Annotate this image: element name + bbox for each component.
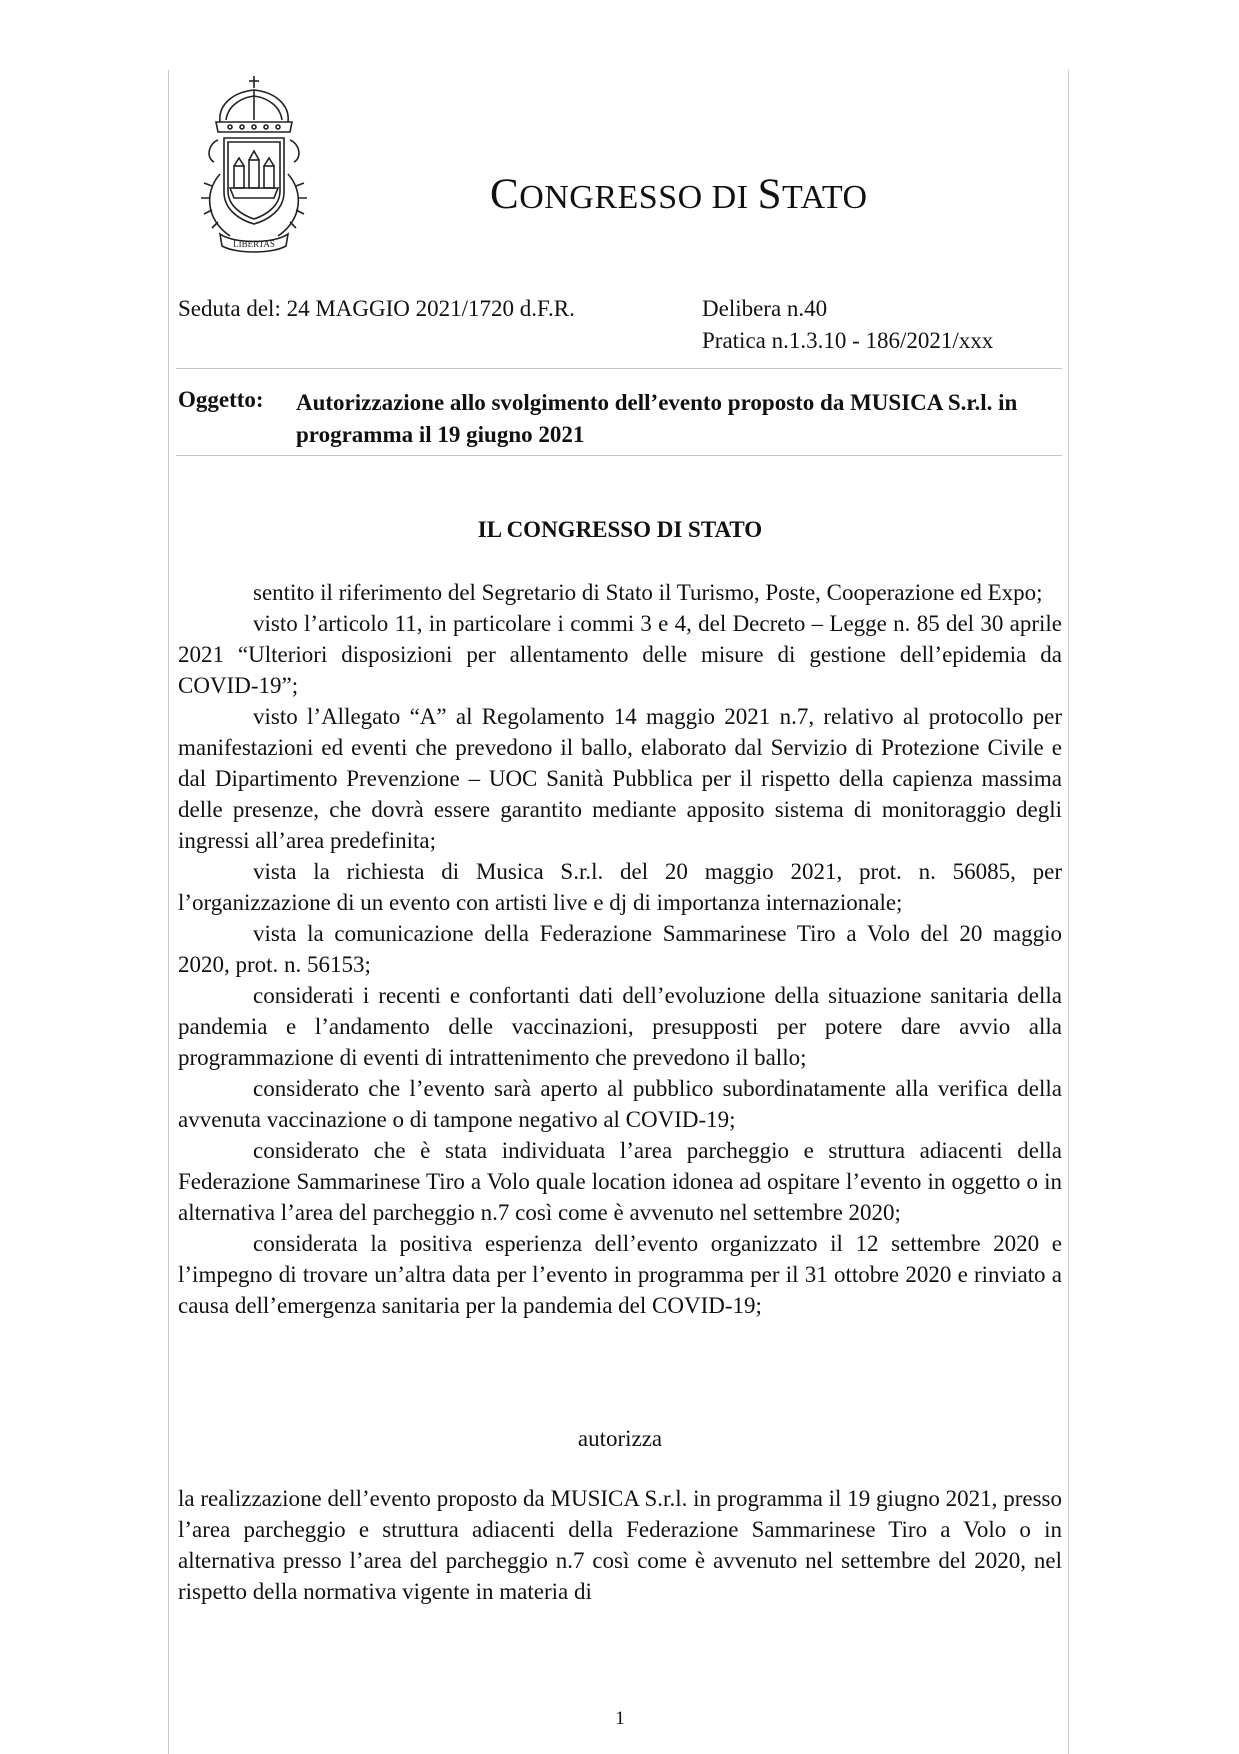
authorizes-heading: autorizza: [577, 1426, 663, 1451]
recitals-body: [178, 577, 1062, 1321]
decision-paragraph: la realizzazione dell’evento proposto da MUSICA S.r.l. in programma il 19 giugno 2021, presso l’area parcheggio e struttura adiacenti della Federazione Sammarinese Tiro a Volo o in alternativa presso l’area del parcheggio n.7 così come è avvenuto nel settembre del 2020, nel rispetto della normativa vigente in materia di: [178, 1486, 1062, 1604]
page-number: 1: [615, 1708, 625, 1729]
resolution-number: Delibera n.40: [702, 296, 828, 321]
subject-text: Autorizzazione allo svolgimento dell’evento proposto da MUSICA S.r.l. in programma il 19 giugno 2021: [296, 390, 1018, 447]
logo-motto: LIBERTAS: [233, 239, 275, 249]
recital-paragraph: sentito il riferimento del Segretario di Stato il Turismo, Poste, Cooperazione ed Expo;: [253, 580, 1043, 605]
recital-paragraph: considerato che l’evento sarà aperto al pubblico subordinatamente alla verifica della avvenuta vaccinazione o di tampone negativo al COVID-19;: [178, 1076, 1062, 1132]
title-word-stato-rest: TATO: [781, 179, 868, 216]
session-date: Seduta del: 24 MAGGIO 2021/1720 d.F.R.: [178, 296, 575, 321]
recital-paragraph: visto l’Allegato “A” al Regolamento 14 maggio 2021 n.7, relativo al protocollo per manifestazioni ed eventi che prevedono il ballo, elaborato dal Servizio di Protezione Civile e dal Dipartimento Prevenzione – UOC Sanità Pubblica per il rispetto della capienza massima delle presenze, che dovrà essere garantito mediante apposito sistema di monitoraggio degli ingressi all’area predefinita;: [178, 704, 1062, 853]
title-initial-s: S: [757, 171, 782, 218]
page-title: [490, 170, 868, 219]
left-margin-line: [168, 70, 169, 1754]
file-number: Pratica n.1.3.10 - 186/2021/xxx: [702, 328, 994, 353]
recital-paragraph: considerato che è stata individuata l’area parcheggio e struttura adiacenti della Federazione Sammarinese Tiro a Volo quale location idonea ad ospitare l’evento in oggetto o in alternativa l’area del parcheggio n.7 così come è avvenuto nel settembre 2020;: [178, 1138, 1062, 1225]
separator-bottom: [176, 455, 1062, 456]
recital-paragraph: considerata la positiva esperienza dell’evento organizzato il 12 settembre 2020 e l’impegno di trovare un’altra data per l’evento in programma per il 31 ottobre 2020 e rinviato a causa dell’emergenza sanitaria per la pandemia del COVID-19;: [178, 1231, 1062, 1318]
decision-body: [178, 1483, 1062, 1607]
recital-paragraph: considerati i recenti e confortanti dati dell’evoluzione della situazione sanitaria della pandemia e l’andamento delle vaccinazioni, presupposti per potere dare avvio alla programmazione di eventi di intrattenimento che prevedono il ballo;: [178, 983, 1062, 1070]
recital-paragraph: vista la richiesta di Musica S.r.l. del 20 maggio 2021, prot. n. 56085, per l’organizzazione di un evento con artisti live e dj di importanza internazionale;: [178, 859, 1062, 915]
title-initial-c: C: [490, 171, 520, 218]
separator-top: [176, 368, 1062, 369]
right-margin-line: [1068, 70, 1069, 1754]
recital-paragraph: vista la comunicazione della Federazione Sammarinese Tiro a Volo del 20 maggio 2020, prot. n. 56153;: [178, 921, 1062, 977]
title-word-di: DI: [702, 179, 758, 216]
subject-label: Oggetto:: [178, 387, 264, 412]
title-word-congresso-rest: ONGRESSO: [519, 179, 703, 216]
recital-paragraph: visto l’articolo 11, in particolare i commi 3 e 4, del Decreto – Legge n. 85 del 30 aprile 2021 “Ulteriori disposizioni per allentamento delle misure di gestione dell’epidemia da COVID-19”;: [178, 611, 1062, 698]
section-heading: IL CONGRESSO DI STATO: [477, 517, 763, 542]
coat-of-arms-logo: [190, 74, 318, 256]
